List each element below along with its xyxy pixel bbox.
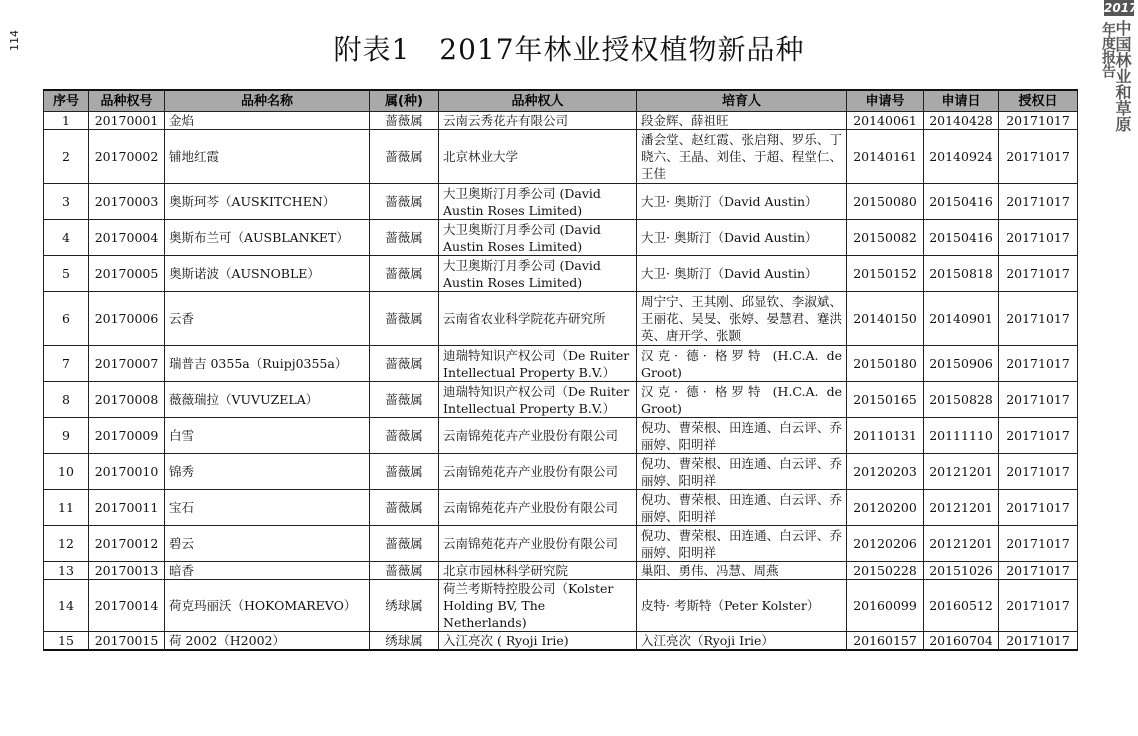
cell-right-no: 20170004 (89, 220, 165, 256)
cell-name: 奥斯诺波（AUSNOBLE） (165, 256, 370, 292)
cell-app-no: 20150228 (847, 562, 924, 580)
header-owner: 品种权人 (439, 90, 637, 112)
cell-name: 奥斯布兰可（AUSBLANKET） (165, 220, 370, 256)
cell-grant-date: 20171017 (999, 526, 1078, 562)
header-name: 品种名称 (165, 90, 370, 112)
side-banner-line2: 年度报告 (1100, 22, 1116, 78)
cell-breeder: 倪功、曹荣根、田连通、白云评、乔丽婷、阳明祥 (637, 418, 847, 454)
cell-app-no: 20150180 (847, 346, 924, 382)
table-row (44, 220, 1078, 256)
cell-grant-date: 20171017 (999, 112, 1078, 130)
cell-no: 7 (44, 346, 89, 382)
cell-grant-date: 20171017 (999, 256, 1078, 292)
cell-app-date: 20121201 (924, 454, 999, 490)
cell-app-date: 20111110 (924, 418, 999, 454)
cell-app-no: 20120200 (847, 490, 924, 526)
cell-genus: 绣球属 (370, 580, 439, 632)
cell-breeder: 大卫· 奥斯汀（David Austin） (637, 184, 847, 220)
table-row (44, 418, 1078, 454)
cell-no: 13 (44, 562, 89, 580)
table-row (44, 130, 1078, 184)
cell-no: 15 (44, 632, 89, 651)
cell-no: 3 (44, 184, 89, 220)
cell-genus: 蔷薇属 (370, 454, 439, 490)
cell-right-no: 20170001 (89, 112, 165, 130)
cell-no: 1 (44, 112, 89, 130)
cell-app-date: 20150818 (924, 256, 999, 292)
cell-app-no: 20140150 (847, 292, 924, 346)
cell-no: 6 (44, 292, 89, 346)
cell-app-date: 20160512 (924, 580, 999, 632)
table-row (44, 526, 1078, 562)
cell-breeder: 段金辉、薛祖旺 (637, 112, 847, 130)
cell-name: 薇薇瑞拉（VUVUZELA） (165, 382, 370, 418)
cell-breeder: 大卫· 奥斯汀（David Austin） (637, 256, 847, 292)
cell-breeder: 巢阳、勇伟、冯慧、周燕 (637, 562, 847, 580)
cell-app-date: 20150906 (924, 346, 999, 382)
cell-app-date: 20150416 (924, 184, 999, 220)
cell-grant-date: 20171017 (999, 220, 1078, 256)
side-banner (1100, 0, 1138, 180)
cell-breeder: 汉克· 德· 格罗特 (H.C.A. de Groot) (637, 382, 847, 418)
cell-breeder: 入江亮次（Ryoji Irie） (637, 632, 847, 651)
table-row (44, 184, 1078, 220)
cell-no: 10 (44, 454, 89, 490)
cell-app-date: 20140924 (924, 130, 999, 184)
cell-grant-date: 20171017 (999, 562, 1078, 580)
table-row (44, 580, 1078, 632)
cell-grant-date: 20171017 (999, 490, 1078, 526)
header-right-no: 品种权号 (89, 90, 165, 112)
cell-owner: 大卫奥斯汀月季公司 (David Austin Roses Limited) (439, 220, 637, 256)
cell-app-no: 20150082 (847, 220, 924, 256)
varieties-table (43, 89, 1078, 651)
cell-name: 荷 2002（H2002） (165, 632, 370, 651)
side-banner-line1: 中国林业和草原 (1113, 20, 1132, 132)
cell-app-date: 20150416 (924, 220, 999, 256)
cell-owner: 大卫奥斯汀月季公司 (David Austin Roses Limited) (439, 256, 637, 292)
cell-name: 碧云 (165, 526, 370, 562)
cell-breeder: 倪功、曹荣根、田连通、白云评、乔丽婷、阳明祥 (637, 490, 847, 526)
cell-genus: 蔷薇属 (370, 292, 439, 346)
cell-right-no: 20170015 (89, 632, 165, 651)
cell-app-no: 20160099 (847, 580, 924, 632)
cell-breeder: 大卫· 奥斯汀（David Austin） (637, 220, 847, 256)
cell-no: 11 (44, 490, 89, 526)
cell-owner: 入江亮次 ( Ryoji Irie) (439, 632, 637, 651)
cell-name: 云香 (165, 292, 370, 346)
cell-right-no: 20170008 (89, 382, 165, 418)
cell-no: 12 (44, 526, 89, 562)
cell-right-no: 20170002 (89, 130, 165, 184)
header-grant-date: 授权日 (999, 90, 1078, 112)
cell-app-no: 20150080 (847, 184, 924, 220)
cell-grant-date: 20171017 (999, 580, 1078, 632)
cell-name: 荷克玛丽沃（HOKOMAREVO） (165, 580, 370, 632)
header-no: 序号 (44, 90, 89, 112)
header-app-no: 申请号 (847, 90, 924, 112)
cell-app-no: 20150165 (847, 382, 924, 418)
cell-genus: 蔷薇属 (370, 184, 439, 220)
cell-owner: 云南锦苑花卉产业股份有限公司 (439, 454, 637, 490)
cell-app-date: 20160704 (924, 632, 999, 651)
cell-grant-date: 20171017 (999, 418, 1078, 454)
cell-name: 铺地红霞 (165, 130, 370, 184)
cell-app-date: 20140428 (924, 112, 999, 130)
table-row (44, 256, 1078, 292)
cell-app-date: 20140901 (924, 292, 999, 346)
cell-breeder: 周宁宁、王其刚、邱显钦、李淑斌、王丽花、吴旻、张婷、晏慧君、蹇洪英、唐开学、张颢 (637, 292, 847, 346)
cell-no: 4 (44, 220, 89, 256)
cell-grant-date: 20171017 (999, 346, 1078, 382)
cell-app-date: 20150828 (924, 382, 999, 418)
cell-right-no: 20170006 (89, 292, 165, 346)
table-row (44, 562, 1078, 580)
table-row (44, 490, 1078, 526)
cell-grant-date: 20171017 (999, 184, 1078, 220)
cell-app-no: 20140161 (847, 130, 924, 184)
cell-breeder: 倪功、曹荣根、田连通、白云评、乔丽婷、阳明祥 (637, 526, 847, 562)
cell-grant-date: 20171017 (999, 632, 1078, 651)
cell-name: 宝石 (165, 490, 370, 526)
cell-genus: 蔷薇属 (370, 418, 439, 454)
cell-genus: 蔷薇属 (370, 130, 439, 184)
cell-name: 暗香 (165, 562, 370, 580)
page-number: 114 (8, 30, 21, 51)
cell-name: 白雪 (165, 418, 370, 454)
cell-right-no: 20170013 (89, 562, 165, 580)
cell-breeder: 皮特· 考斯特（Peter Kolster） (637, 580, 847, 632)
cell-app-no: 20160157 (847, 632, 924, 651)
cell-breeder: 潘会堂、赵红霞、张启翔、罗乐、丁晓六、王晶、刘佳、于超、程堂仁、王佳 (637, 130, 847, 184)
cell-app-no: 20120206 (847, 526, 924, 562)
cell-grant-date: 20171017 (999, 130, 1078, 184)
cell-no: 14 (44, 580, 89, 632)
table-row (44, 292, 1078, 346)
table-row (44, 346, 1078, 382)
cell-name: 金焰 (165, 112, 370, 130)
header-breeder: 培育人 (637, 90, 847, 112)
table-row (44, 632, 1078, 651)
cell-owner: 北京市园林科学研究院 (439, 562, 637, 580)
cell-right-no: 20170014 (89, 580, 165, 632)
cell-owner: 迪瑞特知识产权公司（De Ruiter Intellectual Property B.V.） (439, 382, 637, 418)
cell-name: 奥斯珂芩（AUSKITCHEN） (165, 184, 370, 220)
cell-owner: 云南云秀花卉有限公司 (439, 112, 637, 130)
cell-owner: 北京林业大学 (439, 130, 637, 184)
cell-owner: 迪瑞特知识产权公司（De Ruiter Intellectual Property B.V.） (439, 346, 637, 382)
cell-breeder: 汉克· 德· 格罗特 (H.C.A. de Groot) (637, 346, 847, 382)
cell-right-no: 20170009 (89, 418, 165, 454)
side-banner-year: 2017 (1104, 1, 1138, 15)
cell-app-no: 20140061 (847, 112, 924, 130)
cell-owner: 云南锦苑花卉产业股份有限公司 (439, 418, 637, 454)
cell-owner: 荷兰考斯特控股公司（Kolster Holding BV, The Netherlands) (439, 580, 637, 632)
table-row (44, 454, 1078, 490)
cell-genus: 绣球属 (370, 632, 439, 651)
table-header-row (44, 90, 1078, 112)
cell-genus: 蔷薇属 (370, 526, 439, 562)
cell-app-no: 20110131 (847, 418, 924, 454)
cell-grant-date: 20171017 (999, 454, 1078, 490)
cell-no: 9 (44, 418, 89, 454)
page-title: 附表1 2017年林业授权植物新品种 (333, 33, 805, 66)
header-app-date: 申请日 (924, 90, 999, 112)
cell-app-date: 20151026 (924, 562, 999, 580)
table-row (44, 112, 1078, 130)
cell-owner: 云南锦苑花卉产业股份有限公司 (439, 526, 637, 562)
cell-genus: 蔷薇属 (370, 256, 439, 292)
cell-breeder: 倪功、曹荣根、田连通、白云评、乔丽婷、阳明祥 (637, 454, 847, 490)
cell-app-no: 20150152 (847, 256, 924, 292)
cell-no: 8 (44, 382, 89, 418)
cell-right-no: 20170010 (89, 454, 165, 490)
cell-grant-date: 20171017 (999, 382, 1078, 418)
cell-right-no: 20170012 (89, 526, 165, 562)
cell-name: 锦秀 (165, 454, 370, 490)
cell-genus: 蔷薇属 (370, 490, 439, 526)
cell-owner: 云南省农业科学院花卉研究所 (439, 292, 637, 346)
cell-grant-date: 20171017 (999, 292, 1078, 346)
table-body (44, 112, 1078, 651)
cell-no: 5 (44, 256, 89, 292)
cell-app-no: 20120203 (847, 454, 924, 490)
cell-owner: 大卫奥斯汀月季公司 (David Austin Roses Limited) (439, 184, 637, 220)
cell-name: 瑞普吉 0355a（Ruipj0355a） (165, 346, 370, 382)
cell-genus: 蔷薇属 (370, 562, 439, 580)
cell-app-date: 20121201 (924, 526, 999, 562)
cell-right-no: 20170011 (89, 490, 165, 526)
cell-owner: 云南锦苑花卉产业股份有限公司 (439, 490, 637, 526)
cell-genus: 蔷薇属 (370, 220, 439, 256)
cell-right-no: 20170007 (89, 346, 165, 382)
cell-genus: 蔷薇属 (370, 112, 439, 130)
table-row (44, 382, 1078, 418)
cell-genus: 蔷薇属 (370, 346, 439, 382)
cell-app-date: 20121201 (924, 490, 999, 526)
cell-genus: 蔷薇属 (370, 382, 439, 418)
cell-right-no: 20170003 (89, 184, 165, 220)
header-genus: 属(种) (370, 90, 439, 112)
cell-no: 2 (44, 130, 89, 184)
cell-right-no: 20170005 (89, 256, 165, 292)
